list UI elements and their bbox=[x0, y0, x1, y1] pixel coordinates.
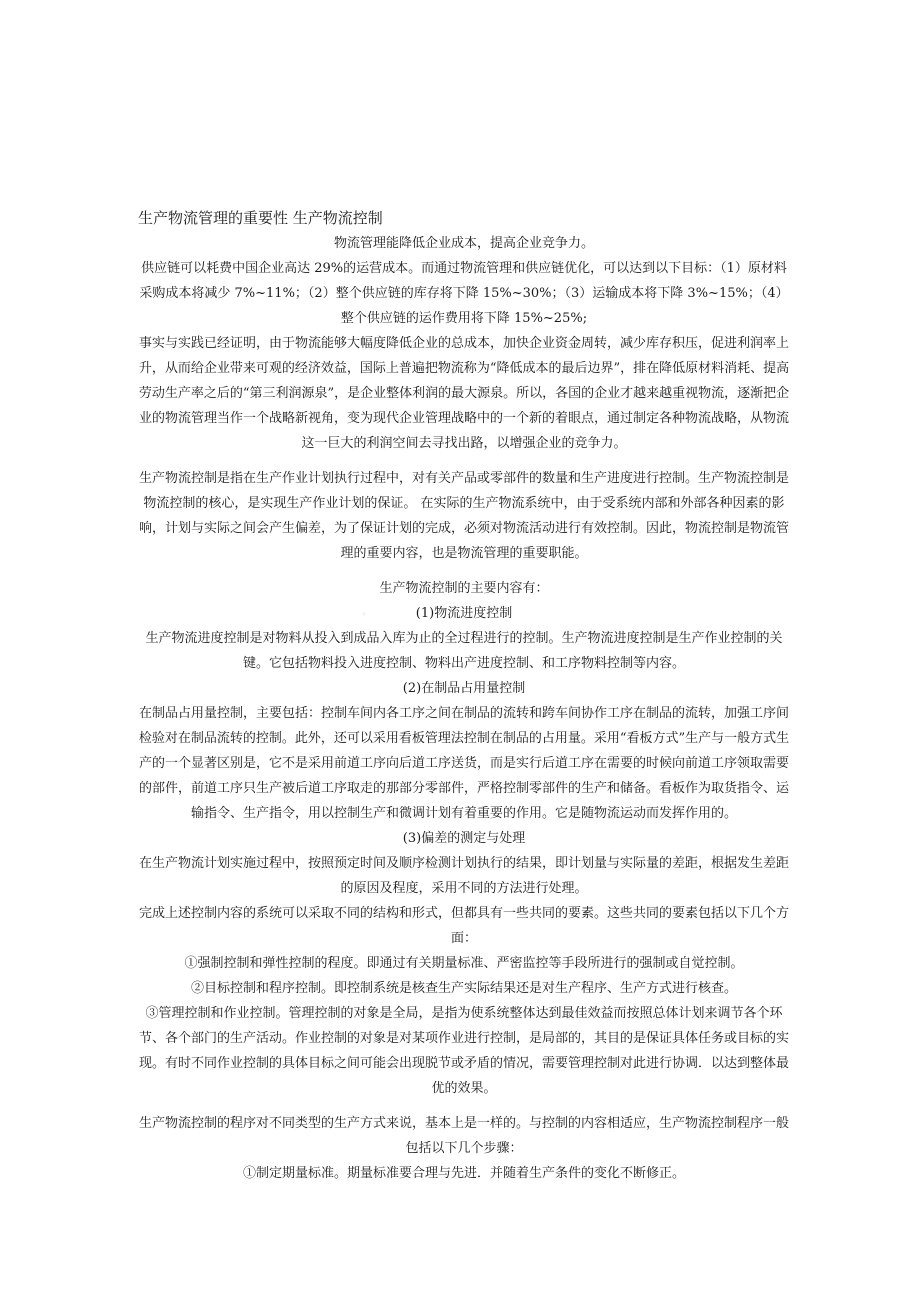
content-heading: 生产物流控制的主要内容有： bbox=[379, 581, 549, 596]
procedure-step-1: ①制定期量标准。期量标准要合理与先进．并随着生产条件的变化不断修正。 bbox=[242, 1166, 685, 1181]
control-definition-paragraph: 生产物流控制是指在生产作业计划执行过程中，对有关产品或零部件的数量和生产进度进行控制。生产物流控制是物流控制的核心，是实现生产作业计划的保证。 在实际的生产物流系统中，由于受系统内部和外部各种因素的影响，计划与实际之间会产生偏差，为了保证计划的完成，必须对物流活动进行有效控制。因此，物流控制是物流管理的重要内容，也是物流管理的重要职能。 bbox=[138, 471, 789, 561]
section-1-title: (1)物流进度控制 bbox=[415, 606, 513, 621]
intro-paragraph-2: 供应链可以耗费中国企业高达 29%的运营成本。而通过物流管理和供应链优化，可以达到以下目标：（1）原材料采购成本将减少 7%~11%；（2）整个供应链的库存将下降 15%~30%；（3）运输成本将下降 3%~15%；（4）整个供应链的运作费用将下降 15%~25%; bbox=[139, 261, 789, 326]
section-2-text: 在制品占用量控制，主要包括：控制车间内各工序之间在制品的流转和跨车间协作工序在制品的流转，加强工序间检验对在制品流转的控制。此外，还可以采用看板管理法控制在制品的占用量。采用“看板方式”生产与一般方式生产的一个显著区别是，它不是采用前道工序向后道工序送货，而是实行后道工序在需要的时候向前道工序领取需要的部件，前道工序只生产被后道工序取走的那部分零部件，严格控制零部件的生产和储备。看板作为取货指令、运输指令、生产指令，用以控制生产和微调计划有着重要的作用。它是随物流运动而发挥作用的。 bbox=[138, 706, 790, 821]
element-1: ①强制控制和弹性控制的程度。即通过有关期量标准、严密监控等手段所进行的强制或自觉控制。 bbox=[184, 956, 744, 971]
procedure-intro: 生产物流控制的程序对不同类型的生产方式来说，基本上是一样的。与控制的内容相适应，生产物流控制程序一般包括以下几个步骤： bbox=[138, 1116, 789, 1156]
intro-paragraph-1: 物流管理能降低企业成本，提高企业竞争力。 bbox=[333, 236, 594, 251]
document-body bbox=[138, 207, 790, 1186]
element-3: ③管理控制和作业控制。管理控制的对象是全局，是指为使系统整体达到最佳效益而按照总体计划来调节各个环节、各个部门的生产活动。作业控制的对象是对某项作业进行控制，是局部的，其目的是保证具体任务或目标的实现。有时不同作业控制的具体目标之间可能会出现脱节或矛盾的情况，需要管理控制对此进行协调．以达到整体最优的效果。 bbox=[138, 1006, 789, 1096]
section-1-text: 生产物流进度控制是对物料从投入到成品入库为止的全过程进行的控制。生产物流进度控制是生产作业控制的关键。它包括物料投入进度控制、物料出产进度控制、和工序物料控制等内容。 bbox=[145, 631, 783, 671]
document-title: 生产物流管理的重要性 生产物流控制 bbox=[138, 209, 383, 227]
intro-paragraph-3: 事实与实践已经证明，由于物流能够大幅度降低企业的总成本，加快企业资金周转，减少库存积压，促进利润率上升，从而给企业带来可观的经济效益，国际上普遍把物流称为“降低成本的最后边界”，排在降低原材料消耗、提高劳动生产率之后的“第三利润源泉”，是企业整体利润的最大源泉。所以，各国的企业才越来越重视物流，逐渐把企业的物流管理当作一个战略新视角，变为现代企业管理战略中的一个新的着眼点，通过制定各种物流战略，从物流这一巨大的利润空间去寻找出路，以增强企业的竞争力。 bbox=[138, 336, 790, 451]
section-2-title: (2)在制品占用量控制 bbox=[402, 681, 526, 696]
watermark: · bbox=[360, 600, 375, 630]
elements-intro: 完成上述控制内容的系统可以采取不同的结构和形式，但都具有一些共同的要素。这些共同的要素包括以下几个方面： bbox=[138, 906, 789, 946]
section-3-title: (3)偏差的测定与处理 bbox=[402, 831, 526, 846]
element-2: ②目标控制和程序控制。即控制系统是核查生产实际结果还是对生产程序、生产方式进行核查。 bbox=[190, 981, 737, 996]
section-3-text: 在生产物流计划实施过程中，按照预定时间及顺序检测计划执行的结果，即计划量与实际量的差距，根据发生差距的原因及程度，采用不同的方法进行处理。 bbox=[138, 856, 789, 896]
